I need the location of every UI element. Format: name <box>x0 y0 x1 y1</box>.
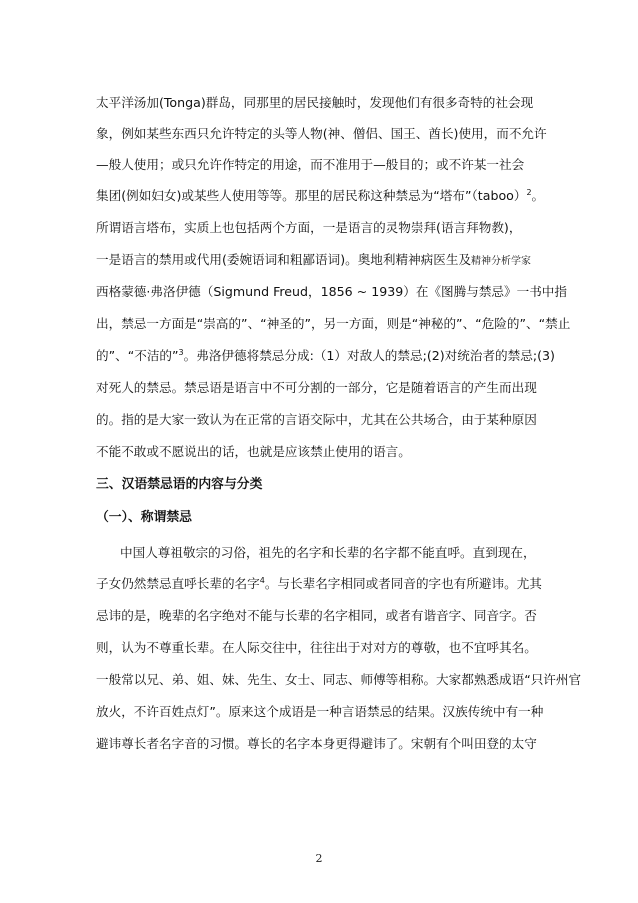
line-text: 放火，不许百姓点灯”。原来这个成语是一种言语禁忌的结果。汉族传统中有一种 <box>96 704 544 719</box>
body-text-line <box>96 282 567 302</box>
small-line-text: 精神分析学家 <box>471 256 532 267</box>
subsection-heading <box>96 508 556 528</box>
body-text-line <box>96 124 556 144</box>
line-text: 子女仍然禁忌直呼长辈的名字 <box>96 576 260 591</box>
body-text-line <box>96 670 582 690</box>
line-text: 集团(例如妇女)或某些人使用等等。那里的居民称这种禁忌为“塔布”（taboo） <box>96 188 527 203</box>
body-text-line <box>96 314 571 334</box>
line-text-end: 。 <box>531 188 545 203</box>
body-text-line <box>96 410 556 430</box>
line-text: 一般常以兄、弟、姐、妹、先生、女士、同志、师傅等相称。大家都熟悉成语“只许州官 <box>96 672 582 687</box>
body-text-line <box>96 186 556 206</box>
line-text: 象，例如某些东西只允许特定的头等人物(神、僧侣、国王、酋长)使用，而不允许 <box>96 126 547 141</box>
body-text-line <box>120 543 556 563</box>
line-text: 中国人尊祖敬宗的习俗，祖先的名字和长辈的名字都不能直呼。直到现在， <box>120 545 536 560</box>
body-text-line <box>96 93 556 113</box>
line-text: 不能不敢或不愿说出的话，也就是应该禁止使用的语言。 <box>96 444 411 459</box>
line-text: 对死人的禁忌。禁忌语是语言中不可分割的一部分，它是随着语言的产生而出现 <box>96 380 537 395</box>
line-text: —般人使用；或只允许作特定的用途，而不准用于—般目的；或不许某一社会 <box>96 157 525 172</box>
body-text-line <box>96 442 556 462</box>
footnote-marker: 2 <box>526 187 532 197</box>
line-text-end: 。弗洛伊德将禁忌分成:（1）对敌人的禁忌;(2)对统治者的禁忌;(3) <box>183 348 555 363</box>
section-heading <box>96 475 556 495</box>
body-text-line <box>96 606 556 626</box>
line-text: 的”、“不洁的” <box>96 348 179 363</box>
section-heading-text: 三、汉语禁忌语的内容与分类 <box>96 477 263 492</box>
line-text: 的。指的是大家一致认为在正常的言语交际中，尤其在公共场合，由于某种原因 <box>96 412 537 427</box>
line-text-end: 。与长辈名字相同或者同音的字也有所避讳。尤其 <box>264 576 542 591</box>
body-text-line <box>96 218 556 238</box>
line-text: 避讳尊长者名字音的习惯。尊长的名字本身更得避讳了。宋朝有个叫田登的太守 <box>96 736 537 751</box>
line-text: 所谓语言塔布，实质上也包括两个方面，一是语言的灵物崇拜(语言拜物教)， <box>96 220 522 235</box>
line-text: 太平洋汤加(Tonga)群岛，同那里的居民接触时，发现他们有很多奇特的社会现 <box>96 95 534 110</box>
page-number: 2 <box>315 852 323 865</box>
line-text: 一是语言的禁用或代用(委婉语词和粗鄙语词)。奥地利精神病医生及 <box>96 252 472 267</box>
footnote-marker: 4 <box>259 575 265 585</box>
line-text: 出，禁忌一方面是“崇高的”、“神圣的”，另一方面，则是“神秘的”、“危险的”、“禁止 <box>96 316 571 331</box>
body-text-line <box>96 250 556 270</box>
body-text-line <box>96 346 556 366</box>
body-text-line <box>96 702 556 722</box>
line-text: 则，认为不尊重长辈。在人际交往中，往往出于对对方的尊敬，也不宜呼其名。 <box>96 640 537 655</box>
body-text-line <box>96 734 556 754</box>
body-text-line <box>96 574 556 594</box>
subsection-heading-text: （一）、称谓禁忌 <box>96 510 192 525</box>
footnote-marker: 3 <box>178 347 184 357</box>
line-text: 西格蒙德·弗洛伊德（Sigmund Freud，1856 ~ 1939）在《图腾与禁忌》一书中指 <box>96 284 567 299</box>
body-text-line <box>96 155 556 175</box>
line-text: 忌讳的是，晚辈的名字绝对不能与长辈的名字相同，或者有谐音字、同音字。否 <box>96 608 537 623</box>
body-text-line <box>96 378 556 398</box>
body-text-line <box>96 638 556 658</box>
